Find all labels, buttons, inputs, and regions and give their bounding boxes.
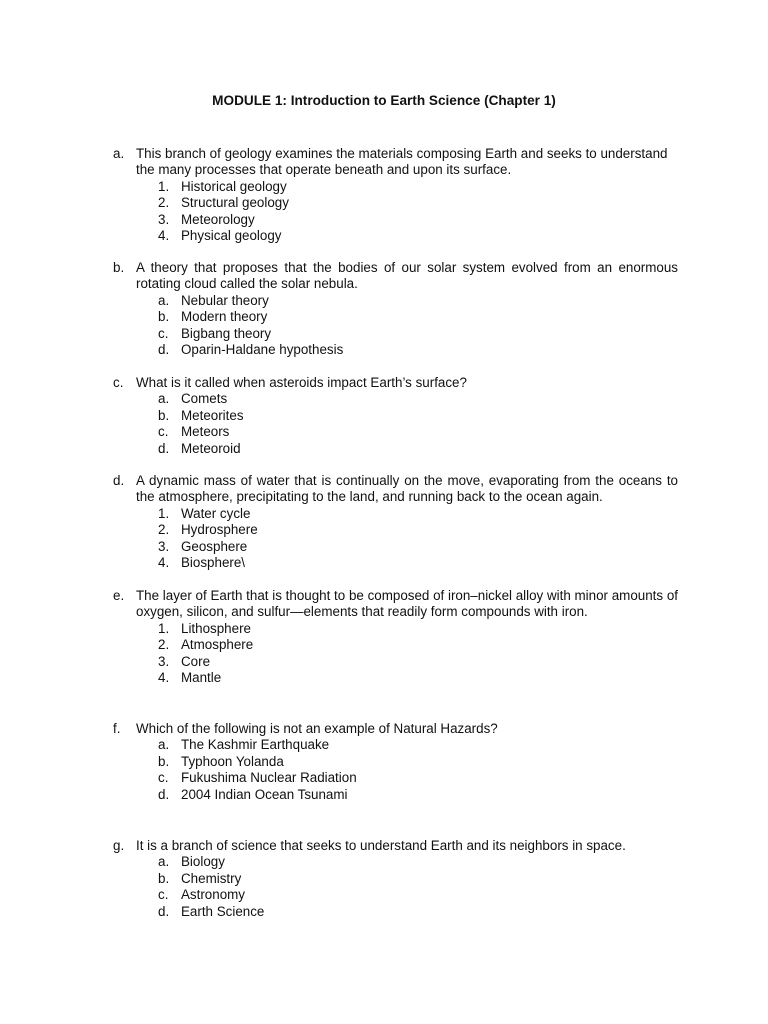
question-letter: a. <box>113 146 125 161</box>
option-marker: 4. <box>158 669 170 685</box>
option-marker: c. <box>158 770 169 786</box>
option-list <box>113 854 678 920</box>
option-marker: 2. <box>158 195 170 211</box>
option-marker: d. <box>158 903 170 919</box>
option-marker: 2. <box>158 637 170 653</box>
question-text: This branch of geology examines the materials composing Earth and seeks to understand the many processes that operate beneath and upon its surface. <box>136 146 668 178</box>
option-text: Structural geology <box>181 195 289 211</box>
option-item <box>158 670 678 686</box>
question-letter: g. <box>113 838 125 853</box>
option-marker: a. <box>158 292 170 308</box>
option-item <box>158 539 678 555</box>
option-marker: b. <box>158 407 170 423</box>
option-marker: b. <box>158 870 170 886</box>
option-marker: 3. <box>158 538 170 554</box>
option-item <box>158 424 678 440</box>
option-item <box>158 195 678 211</box>
option-text: Hydrosphere <box>181 522 258 538</box>
option-marker: a. <box>158 854 170 870</box>
option-text: Astronomy <box>181 887 245 903</box>
question-e <box>113 588 678 686</box>
option-item <box>158 637 678 653</box>
option-marker: 1. <box>158 620 170 636</box>
option-list <box>113 293 678 359</box>
option-item <box>158 555 678 571</box>
question-b <box>113 260 678 358</box>
question-a <box>113 146 678 244</box>
question-letter: b. <box>113 260 125 275</box>
option-item <box>158 522 678 538</box>
option-item <box>158 212 678 228</box>
question-letter: c. <box>113 375 124 390</box>
option-text: Comets <box>181 391 228 407</box>
option-text: Modern theory <box>181 309 268 325</box>
option-text: Earth Science <box>181 903 265 919</box>
option-marker: b. <box>158 309 170 325</box>
option-text: Nebular theory <box>181 292 269 308</box>
question-text: Which of the following is not an example of Natural Hazards? <box>136 721 498 736</box>
option-text: Typhoon Yolanda <box>181 753 284 769</box>
option-text: Meteorology <box>181 211 255 227</box>
option-item <box>158 737 678 753</box>
option-marker: a. <box>158 737 170 753</box>
option-text: Biosphere\ <box>181 554 246 570</box>
option-text: Meteoroid <box>181 440 241 456</box>
option-list <box>113 621 678 687</box>
option-item <box>158 754 678 770</box>
option-text: Meteors <box>181 424 230 440</box>
option-marker: 2. <box>158 522 170 538</box>
option-text: Biology <box>181 854 225 870</box>
option-marker: c. <box>158 325 169 341</box>
option-item <box>158 228 678 244</box>
option-list <box>113 179 678 245</box>
option-text: Water cycle <box>181 505 251 521</box>
option-marker: a. <box>158 391 170 407</box>
question-f <box>113 721 678 803</box>
option-text: Lithosphere <box>181 620 251 636</box>
question-d <box>113 473 678 571</box>
question-letter: e. <box>113 588 125 603</box>
option-item <box>158 342 678 358</box>
option-list <box>113 506 678 572</box>
option-text: Geosphere <box>181 538 248 554</box>
option-item <box>158 871 678 887</box>
option-item <box>158 179 678 195</box>
question-g <box>113 838 678 920</box>
option-item <box>158 326 678 342</box>
option-marker: 1. <box>158 178 170 194</box>
option-item <box>158 391 678 407</box>
option-item <box>158 770 678 786</box>
option-text: Meteorites <box>181 407 244 423</box>
option-text: Oparin-Haldane hypothesis <box>181 341 344 357</box>
option-item <box>158 654 678 670</box>
option-text: Bigbang theory <box>181 325 272 341</box>
question-letter: f. <box>113 721 121 736</box>
option-item <box>158 309 678 325</box>
option-text: Core <box>181 653 211 669</box>
option-item <box>158 887 678 903</box>
option-item <box>158 904 678 920</box>
option-item <box>158 787 678 803</box>
option-text: Physical geology <box>181 227 282 243</box>
option-marker: 4. <box>158 554 170 570</box>
option-marker: d. <box>158 786 170 802</box>
option-list <box>113 737 678 803</box>
option-item <box>158 621 678 637</box>
page-title: MODULE 1: Introduction to Earth Science (Chapter 1) <box>212 93 556 108</box>
question-text: A theory that proposes that the bodies of our solar system evolved from an enormous rotating cloud called the solar nebula. <box>136 260 678 292</box>
option-item <box>158 854 678 870</box>
option-marker: c. <box>158 424 169 440</box>
option-marker: d. <box>158 440 170 456</box>
option-marker: b. <box>158 753 170 769</box>
option-list <box>113 391 678 457</box>
option-text: Mantle <box>181 669 222 685</box>
option-text: Atmosphere <box>181 637 254 653</box>
option-text: Chemistry <box>181 870 242 886</box>
option-text: The Kashmir Earthquake <box>181 737 330 753</box>
option-marker: 3. <box>158 211 170 227</box>
option-marker: 4. <box>158 227 170 243</box>
option-text: Fukushima Nuclear Radiation <box>181 770 357 786</box>
option-marker: 1. <box>158 505 170 521</box>
option-item <box>158 408 678 424</box>
question-text: What is it called when asteroids impact Earth’s surface? <box>136 375 467 390</box>
option-text: 2004 Indian Ocean Tsunami <box>181 786 348 802</box>
option-item <box>158 506 678 522</box>
option-marker: c. <box>158 887 169 903</box>
question-text: A dynamic mass of water that is continually on the move, evaporating from the oceans to the atmosphere, precipitating to the land, and running back to the ocean again. <box>136 473 678 505</box>
option-item <box>158 293 678 309</box>
question-text: The layer of Earth that is thought to be composed of iron–nickel alloy with minor amounts of oxygen, silicon, and sulfur—elements that readily form compounds with iron. <box>136 588 678 620</box>
option-marker: 3. <box>158 653 170 669</box>
question-c <box>113 375 678 457</box>
question-text: It is a branch of science that seeks to understand Earth and its neighbors in space. <box>136 838 626 853</box>
option-marker: d. <box>158 341 170 357</box>
option-item <box>158 441 678 457</box>
option-text: Historical geology <box>181 178 287 194</box>
question-letter: d. <box>113 473 125 488</box>
